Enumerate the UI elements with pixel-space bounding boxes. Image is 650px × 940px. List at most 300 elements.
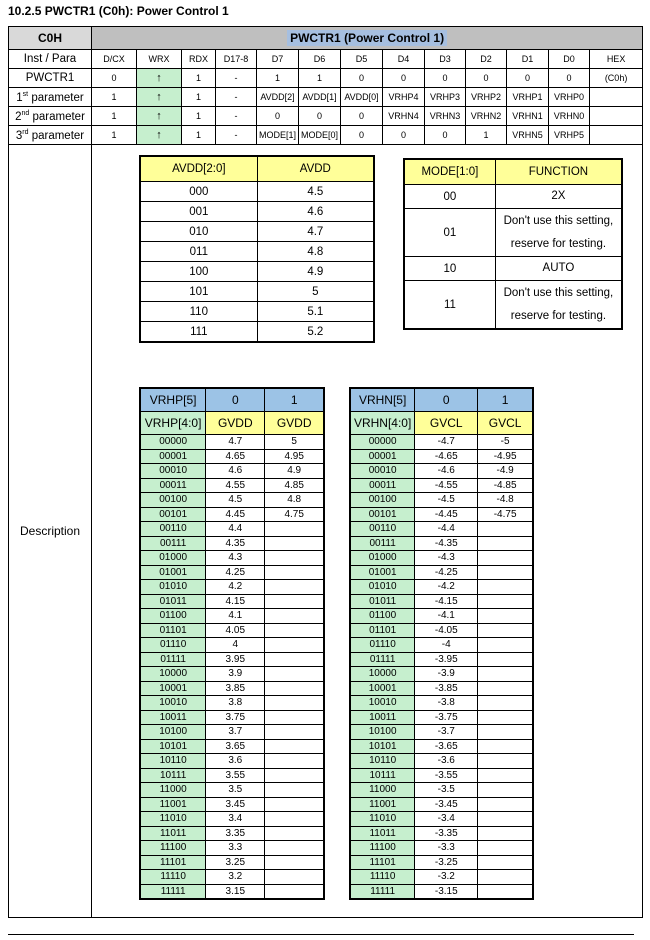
column-header: D3 — [425, 50, 466, 69]
vrhn_table-row — [350, 826, 533, 841]
vrhn_table-cell: 11001 — [350, 797, 415, 812]
vrhp_table-cell: 3.2 — [206, 870, 265, 885]
vrhp_table-cell — [265, 594, 324, 609]
vrhp_table-cell: 3.4 — [206, 812, 265, 827]
register-cell — [590, 88, 643, 107]
vrhn_table-cell: -4.25 — [415, 565, 478, 580]
vrhp_table-cell: 4.15 — [206, 594, 265, 609]
vrhn_table-row — [350, 754, 533, 769]
vrhn_table-cell: 11011 — [350, 826, 415, 841]
vrhp_table-row — [140, 826, 324, 841]
vrhn_table-cell: 10010 — [350, 696, 415, 711]
vrhn_table-row — [350, 710, 533, 725]
vrhn_table-cell: -3.8 — [415, 696, 478, 711]
vrhp_table-cell: 4.65 — [206, 449, 265, 464]
vrhp_table-cell — [265, 551, 324, 566]
vrhp_table-cell — [265, 841, 324, 856]
register-cell: ↑ — [137, 126, 182, 145]
register-cell: AVDD[0] — [341, 88, 383, 107]
column-header: Inst / Para — [9, 50, 92, 69]
register-cell: ↑ — [137, 69, 182, 88]
vrhn_table-sub-header: GVCL — [478, 412, 533, 435]
mode-function — [495, 257, 622, 281]
register-cell: 0 — [425, 126, 466, 145]
register-cell: VRHN1 — [507, 107, 549, 126]
vrhn_table-cell: 00111 — [350, 536, 415, 551]
vrhp_table-cell: 00011 — [140, 478, 206, 493]
vrhp_table-top-header: VRHP[5] — [140, 388, 206, 412]
register-cell: ↑ — [137, 107, 182, 126]
command-code: C0H — [9, 27, 92, 50]
vrhp_table-row — [140, 696, 324, 711]
vrhp_table-cell: 00110 — [140, 522, 206, 537]
register-cell: 1 — [92, 126, 137, 145]
vrhn_table-cell: -4.9 — [478, 464, 533, 479]
avdd-row — [140, 242, 374, 262]
vrhn_table-cell — [478, 667, 533, 682]
row-label — [9, 126, 92, 145]
avdd-row — [140, 282, 374, 302]
mode-function-line: Don't use this setting, — [503, 214, 614, 227]
vrhn_table-cell: -3.9 — [415, 667, 478, 682]
vrhn_table-cell: -4.65 — [415, 449, 478, 464]
vrhp_table-cell: 10101 — [140, 739, 206, 754]
register-cell: 0 — [341, 107, 383, 126]
register-cell: VRHN5 — [507, 126, 549, 145]
bottom-rule — [8, 934, 634, 935]
register-cell: 0 — [466, 69, 507, 88]
vrhp_table-row — [140, 623, 324, 638]
vrhn_table-row — [350, 696, 533, 711]
avdd-header-row — [140, 156, 374, 182]
vrhp_table-sub-header: GVDD — [265, 412, 324, 435]
vrhp-table — [139, 387, 325, 900]
register-cell: VRHN4 — [383, 107, 425, 126]
avdd-row — [140, 262, 374, 282]
vrhp_table-cell: 4 — [206, 638, 265, 653]
vrhn_table-cell — [478, 725, 533, 740]
vrhp_table-cell — [265, 855, 324, 870]
avdd-cell: 5.1 — [257, 302, 374, 322]
register-cell: - — [216, 107, 257, 126]
column-header: D5 — [341, 50, 383, 69]
vrhp_table-cell: 11011 — [140, 826, 206, 841]
vrhn_table-row — [350, 507, 533, 522]
vrhn_table-cell — [478, 855, 533, 870]
vrhp_table-cell — [265, 638, 324, 653]
vrhn_table-cell: -5 — [478, 435, 533, 450]
vrhn_table-row — [350, 609, 533, 624]
register-cell: ↑ — [137, 88, 182, 107]
avdd-cell: 4.6 — [257, 202, 374, 222]
vrhn_table-cell: 11010 — [350, 812, 415, 827]
vrhp_table-row — [140, 884, 324, 899]
vrhn_table-row — [350, 797, 533, 812]
avdd-cell: 010 — [140, 222, 257, 242]
vrhn_table-row — [350, 841, 533, 856]
register-row — [9, 69, 643, 88]
register-cell: 1 — [182, 88, 216, 107]
vrhn_table-cell: 10111 — [350, 768, 415, 783]
vrhn_table-cell — [478, 841, 533, 856]
vrhp_table-cell: 3.7 — [206, 725, 265, 740]
register-cell: AVDD[2] — [257, 88, 299, 107]
vrhp_table-cell: 3.5 — [206, 783, 265, 798]
mode-row — [404, 257, 622, 281]
vrhp_table-cell: 01100 — [140, 609, 206, 624]
vrhn_table-cell: -3.75 — [415, 710, 478, 725]
vrhp_table-cell: 4.95 — [265, 449, 324, 464]
avdd-header: AVDD — [257, 156, 374, 182]
vrhn_table-cell: -3.7 — [415, 725, 478, 740]
mode-header: MODE[1:0] — [404, 159, 495, 185]
vrhn_table-cell: -3.3 — [415, 841, 478, 856]
vrhn_table-cell: -3.85 — [415, 681, 478, 696]
vrhp_table-row — [140, 551, 324, 566]
vrhn_table-cell: -4.6 — [415, 464, 478, 479]
vrhn_table-top-header: 1 — [478, 388, 533, 412]
vrhn_table-cell: 11101 — [350, 855, 415, 870]
vrhp_table-cell — [265, 580, 324, 595]
mode-header-row — [404, 159, 622, 185]
vrhn_table-row — [350, 783, 533, 798]
vrhn_table-cell: 00100 — [350, 493, 415, 508]
avdd-row — [140, 302, 374, 322]
avdd-cell: 101 — [140, 282, 257, 302]
vrhn_table-cell — [478, 681, 533, 696]
register-cell: MODE[0] — [299, 126, 341, 145]
column-header: D0 — [549, 50, 590, 69]
vrhp_table-row — [140, 536, 324, 551]
vrhn_table-row — [350, 681, 533, 696]
vrhn_table-cell: 10001 — [350, 681, 415, 696]
vrhn_table-cell: -4.05 — [415, 623, 478, 638]
vrhn_table-cell: -4.7 — [415, 435, 478, 450]
vrhn_table-cell: -3.25 — [415, 855, 478, 870]
vrhn_table-cell: -4.35 — [415, 536, 478, 551]
vrhp_table-row — [140, 565, 324, 580]
vrhp_table-cell: 4.1 — [206, 609, 265, 624]
vrhn_table-cell: -4.1 — [415, 609, 478, 624]
vrhn_table-row — [350, 580, 533, 595]
vrhp_table-cell: 4.85 — [265, 478, 324, 493]
vrhn_table-cell — [478, 884, 533, 899]
vrhp_table-cell: 00001 — [140, 449, 206, 464]
vrhp_table-row — [140, 841, 324, 856]
vrhp_table-cell: 4.75 — [265, 507, 324, 522]
vrhp_table-cell — [265, 609, 324, 624]
vrhn_table-cell: 10101 — [350, 739, 415, 754]
vrhp_table-cell: 3.85 — [206, 681, 265, 696]
register-cell — [590, 126, 643, 145]
register-cell: VRHN0 — [549, 107, 590, 126]
register-cell: 1 — [92, 107, 137, 126]
column-header: D2 — [466, 50, 507, 69]
mode-function-line: AUTO — [542, 262, 575, 274]
vrhp_table-cell: 4.55 — [206, 478, 265, 493]
vrhn_table-row — [350, 478, 533, 493]
vrhp_table-cell: 11000 — [140, 783, 206, 798]
register-cell: 1 — [182, 107, 216, 126]
vrhp_table-cell: 00100 — [140, 493, 206, 508]
register-cell: 1 — [92, 88, 137, 107]
vrhp_table-row — [140, 464, 324, 479]
column-header: D6 — [299, 50, 341, 69]
register-cell: VRHP4 — [383, 88, 425, 107]
register-row — [9, 107, 643, 126]
vrhp_table-cell — [265, 710, 324, 725]
vrhp_table-top-header: 1 — [265, 388, 324, 412]
vrhp_table-cell: 01001 — [140, 565, 206, 580]
row-label-text: 3 — [15, 129, 23, 142]
vrhp_table-sub-header: GVDD — [206, 412, 265, 435]
avdd-cell: 001 — [140, 202, 257, 222]
register-cell: 0 — [92, 69, 137, 88]
vrhp_table-row — [140, 812, 324, 827]
vrhn_table-top-header: VRHN[5] — [350, 388, 415, 412]
vrhp_table-cell: 00000 — [140, 435, 206, 450]
mode-row — [404, 185, 622, 209]
vrhp_table-cell — [265, 652, 324, 667]
vrhn_table-cell: 00001 — [350, 449, 415, 464]
vrhp_table-row — [140, 449, 324, 464]
row-label-sup: st — [22, 90, 29, 98]
vrhn_table-row — [350, 435, 533, 450]
vrhn_table-cell: 10000 — [350, 667, 415, 682]
vrhp_table-row — [140, 580, 324, 595]
vrhp_table-cell: 3.45 — [206, 797, 265, 812]
row-label — [9, 69, 92, 88]
register-cell: 0 — [299, 107, 341, 126]
vrhn_table-row — [350, 638, 533, 653]
vrhn_table-cell: 00101 — [350, 507, 415, 522]
register-cell: VRHP2 — [466, 88, 507, 107]
vrhn_table-row — [350, 884, 533, 899]
vrhp_table-cell: 01110 — [140, 638, 206, 653]
vrhn_table-cell: 11110 — [350, 870, 415, 885]
vrhp_table-row — [140, 783, 324, 798]
vrhn_table-cell — [478, 783, 533, 798]
mode-function-line: reserve for testing. — [510, 237, 607, 250]
vrhp_table-row — [140, 870, 324, 885]
column-header: HEX — [590, 50, 643, 69]
vrhp_table-row — [140, 638, 324, 653]
register-cell: VRHP5 — [549, 126, 590, 145]
register-cell: 0 — [257, 107, 299, 126]
avdd-cell: 4.5 — [257, 182, 374, 202]
row-label-text: 1 — [16, 91, 23, 104]
vrhp_table-cell: 4.6 — [206, 464, 265, 479]
vrhn_table-cell: -4.4 — [415, 522, 478, 537]
vrhn_table-row — [350, 768, 533, 783]
avdd-header: AVDD[2:0] — [140, 156, 257, 182]
row-label-suffix: parameter — [29, 110, 85, 123]
register-cell: 1 — [182, 126, 216, 145]
vrhn_table-cell: 10100 — [350, 725, 415, 740]
mode-function — [495, 281, 622, 330]
vrhp_table-cell: 4.4 — [206, 522, 265, 537]
vrhn_table-cell: -4.5 — [415, 493, 478, 508]
vrhp_table-row — [140, 754, 324, 769]
vrhp_table-cell: 3.65 — [206, 739, 265, 754]
vrhp_table-cell: 4.2 — [206, 580, 265, 595]
mode-function — [495, 209, 622, 257]
avdd-cell: 4.8 — [257, 242, 374, 262]
vrhn_table-cell: -3.5 — [415, 783, 478, 798]
section-title: 10.2.5 PWCTR1 (C0h): Power Control 1 — [8, 4, 229, 18]
vrhn_table-cell: -4.75 — [478, 507, 533, 522]
column-header: RDX — [182, 50, 216, 69]
vrhn_table-cell: -4.8 — [478, 493, 533, 508]
register-cell: VRHP0 — [549, 88, 590, 107]
vrhp_table-cell — [265, 739, 324, 754]
vrhn_table-row — [350, 623, 533, 638]
vrhn_table-row — [350, 464, 533, 479]
vrhp_table-cell — [265, 667, 324, 682]
avdd-table — [139, 155, 375, 343]
vrhp_table-cell: 4.8 — [265, 493, 324, 508]
vrhn_table-cell: -4.2 — [415, 580, 478, 595]
vrhp_table-cell — [265, 870, 324, 885]
vrhp_table-cell — [265, 681, 324, 696]
register-cell: 1 — [182, 69, 216, 88]
vrhn_table-cell: 00010 — [350, 464, 415, 479]
vrhn_table-cell: -4.45 — [415, 507, 478, 522]
vrhn_table-cell: -3.65 — [415, 739, 478, 754]
vrhp_table-cell: 3.95 — [206, 652, 265, 667]
register-cell: - — [216, 88, 257, 107]
register-cell: VRHP3 — [425, 88, 466, 107]
register-cell: 1 — [257, 69, 299, 88]
mode-code: 01 — [404, 209, 495, 257]
vrhp_table-cell: 11001 — [140, 797, 206, 812]
vrhp_table-cell: 11010 — [140, 812, 206, 827]
vrhn_table-cell — [478, 580, 533, 595]
vrhp_table-cell — [265, 826, 324, 841]
vrhp_table-cell — [265, 725, 324, 740]
vrhp_table-cell — [265, 565, 324, 580]
vrhp_table-cell: 00111 — [140, 536, 206, 551]
mode-code: 00 — [404, 185, 495, 209]
vrhp_table-cell: 01111 — [140, 652, 206, 667]
mode-function-line: 2X — [551, 190, 566, 202]
vrhp_table-cell: 01011 — [140, 594, 206, 609]
row-label — [9, 107, 92, 126]
vrhp_table-cell: 3.75 — [206, 710, 265, 725]
avdd-cell: 100 — [140, 262, 257, 282]
vrhp_table-row — [140, 710, 324, 725]
vrhn_table-cell — [478, 768, 533, 783]
vrhp_table-cell: 10100 — [140, 725, 206, 740]
register-cell: 1 — [466, 126, 507, 145]
mode-row — [404, 281, 622, 330]
vrhn_table-cell: 11000 — [350, 783, 415, 798]
vrhn_table-cell: -3.45 — [415, 797, 478, 812]
vrhn_table-cell: -3.35 — [415, 826, 478, 841]
vrhp_table-cell: 01000 — [140, 551, 206, 566]
avdd-row — [140, 222, 374, 242]
vrhn_table-cell: -3.55 — [415, 768, 478, 783]
column-header: D4 — [383, 50, 425, 69]
register-cell: VRHN3 — [425, 107, 466, 126]
vrhp_table-row — [140, 855, 324, 870]
mode-code: 11 — [404, 281, 495, 330]
register-cell: 0 — [383, 126, 425, 145]
register-cell: - — [216, 69, 257, 88]
vrhp_table-cell: 4.5 — [206, 493, 265, 508]
column-header: WRX — [137, 50, 182, 69]
column-header: D1 — [507, 50, 549, 69]
mode-function — [495, 185, 622, 209]
vrhp_table-row — [140, 768, 324, 783]
avdd-cell: 5 — [257, 282, 374, 302]
vrhn_table-sub-header: GVCL — [415, 412, 478, 435]
vrhn_table-cell — [478, 754, 533, 769]
vrhn_table-cell: 10011 — [350, 710, 415, 725]
mode-header: FUNCTION — [495, 159, 622, 185]
vrhn_table-row — [350, 652, 533, 667]
vrhn_table-row — [350, 493, 533, 508]
vrhp_table-row — [140, 739, 324, 754]
description-label: Description — [9, 145, 92, 918]
vrhp_table-cell: 10001 — [140, 681, 206, 696]
register-cell — [590, 107, 643, 126]
vrhn_table-row — [350, 667, 533, 682]
vrhp_table-cell — [265, 536, 324, 551]
register-cell: MODE[1] — [257, 126, 299, 145]
vrhn_table-row — [350, 522, 533, 537]
vrhp_table-row — [140, 797, 324, 812]
vrhn_table-row — [350, 855, 533, 870]
vrhp_table-cell: 11111 — [140, 884, 206, 899]
vrhp_table-row — [140, 435, 324, 450]
vrhp_table-cell: 00101 — [140, 507, 206, 522]
vrhn_table-cell: -3.2 — [415, 870, 478, 885]
avdd-cell: 4.9 — [257, 262, 374, 282]
vrhn_table-cell — [478, 696, 533, 711]
vrhp_table-cell: 3.8 — [206, 696, 265, 711]
vrhn_table-cell — [478, 739, 533, 754]
vrhn_table-row — [350, 739, 533, 754]
vrhp_table-cell — [265, 696, 324, 711]
vrhp_table-row — [140, 507, 324, 522]
vrhn_table-cell: 01011 — [350, 594, 415, 609]
avdd-cell: 5.2 — [257, 322, 374, 343]
vrhn_table-row — [350, 536, 533, 551]
vrhn_table-cell: -3.95 — [415, 652, 478, 667]
vrhn_table-cell: -4.3 — [415, 551, 478, 566]
vrhn_table-sub-header: VRHN[4:0] — [350, 412, 415, 435]
avdd-cell: 111 — [140, 322, 257, 343]
vrhp_table-cell: 10011 — [140, 710, 206, 725]
register-cell: AVDD[1] — [299, 88, 341, 107]
vrhn_table-cell: 01111 — [350, 652, 415, 667]
register-cell: 0 — [549, 69, 590, 88]
vrhp_table-cell: 3.3 — [206, 841, 265, 856]
vrhp_table-cell: 4.45 — [206, 507, 265, 522]
vrhn_table-cell — [478, 797, 533, 812]
vrhn_table-row — [350, 870, 533, 885]
vrhn_table-cell: -3.6 — [415, 754, 478, 769]
avdd-row — [140, 182, 374, 202]
vrhp_table-cell: 3.6 — [206, 754, 265, 769]
vrhp_table-cell: 4.05 — [206, 623, 265, 638]
register-cell: 0 — [507, 69, 549, 88]
vrhp_table-cell: 4.9 — [265, 464, 324, 479]
vrhp_table-row — [140, 478, 324, 493]
vrhp_table-row — [140, 522, 324, 537]
vrhn_table-cell — [478, 522, 533, 537]
